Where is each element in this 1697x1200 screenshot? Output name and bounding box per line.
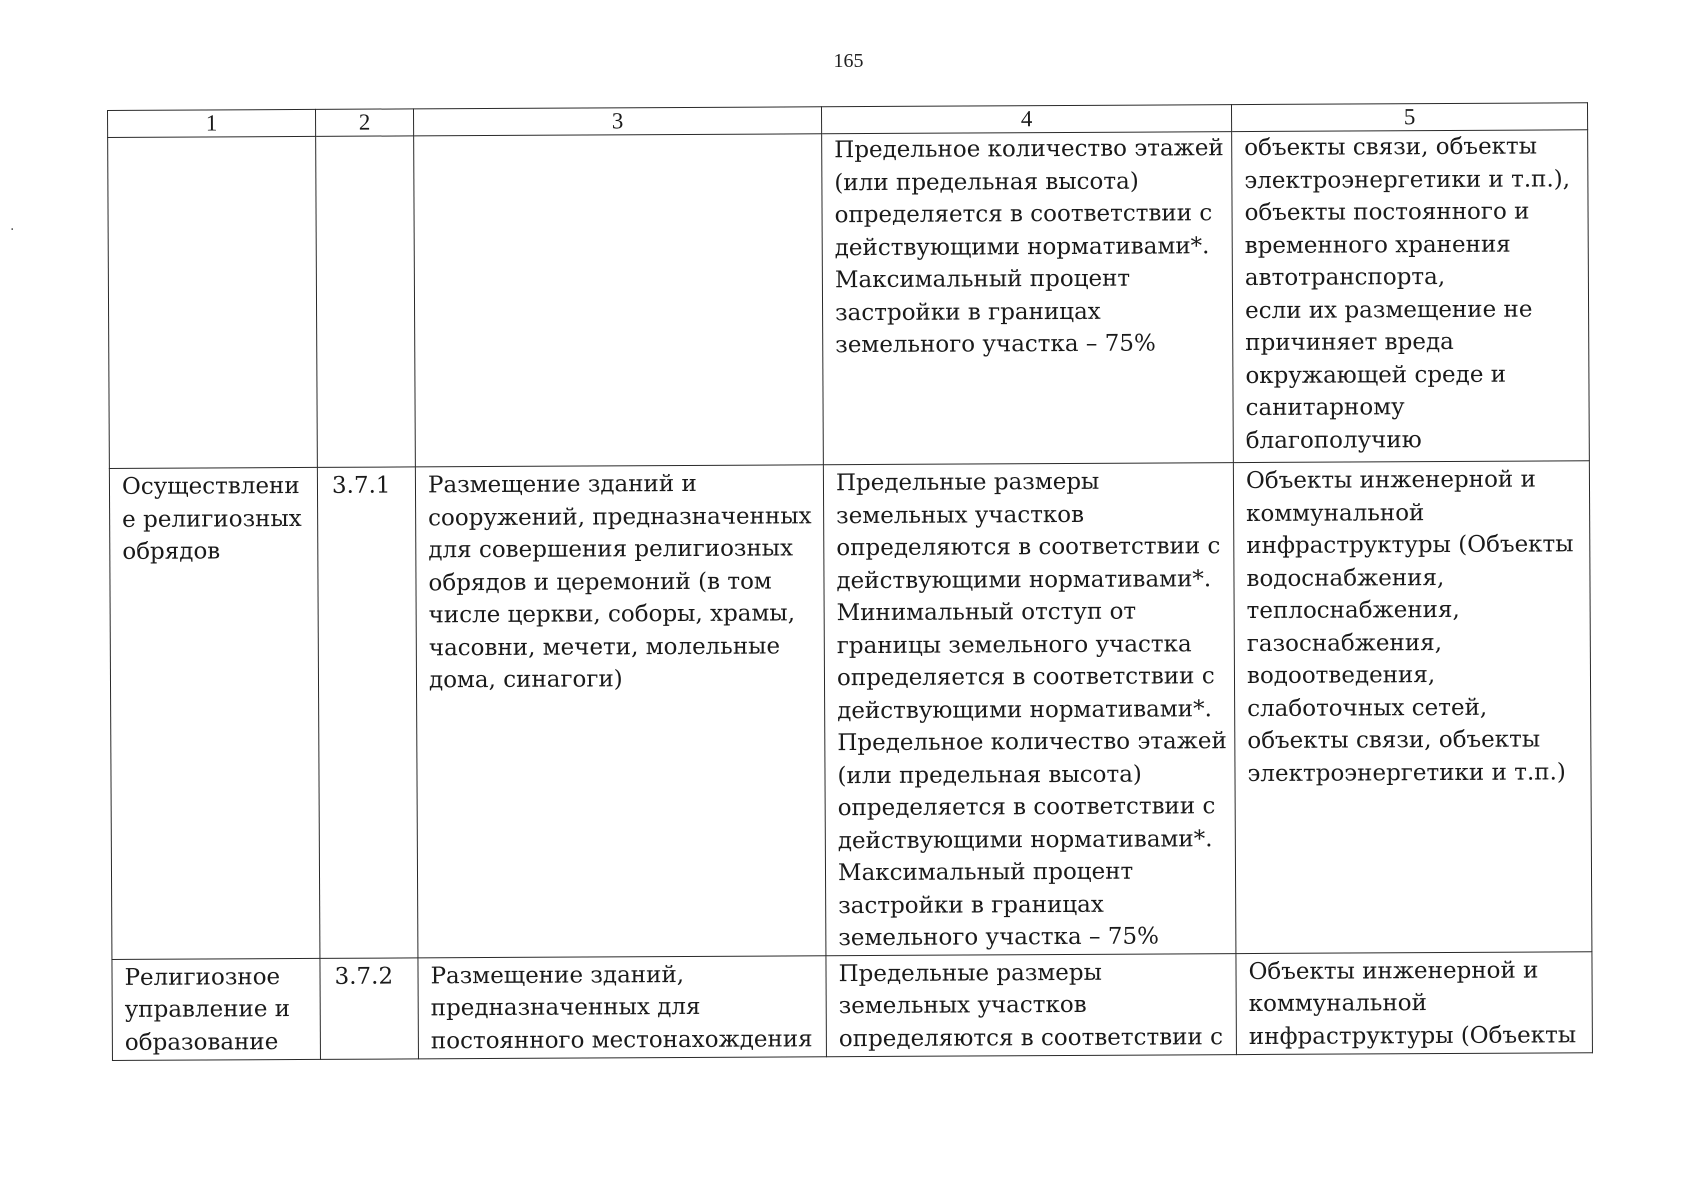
table-row	[109, 461, 1592, 959]
cell-line: для совершения религиозных	[428, 535, 794, 564]
description-cell	[414, 134, 824, 467]
zoning-table-container	[107, 102, 1592, 1060]
cell-line: электроэнергетики и т.п.)	[1247, 758, 1566, 787]
cell-line: Предельное количество этажей	[837, 728, 1227, 757]
cell-line: коммунальной	[1248, 990, 1427, 1018]
use-type-cell	[108, 136, 318, 468]
cell-line: Размещение зданий,	[430, 961, 685, 989]
column-header: 4	[821, 105, 1231, 134]
auxiliary-cell	[1233, 461, 1592, 953]
cell-line: земельного участка – 75%	[838, 923, 1159, 952]
cell-line: земельных участков	[836, 501, 1085, 529]
cell-line: дома, синагоги)	[428, 666, 623, 694]
cell-line: окружающей среде и	[1245, 361, 1507, 389]
cell-line: часовни, мечети, молельные	[428, 632, 781, 661]
cell-line: Предельные размеры	[835, 468, 1100, 497]
table-row	[108, 130, 1590, 469]
code-cell: 3.7.2	[320, 957, 419, 1059]
cell-line: Осуществлени	[121, 472, 300, 500]
cell-line: определяются в соответствии с	[838, 1023, 1224, 1052]
cell-line: обрядов и церемоний (в том	[428, 568, 772, 596]
cell-line: коммунальной	[1246, 499, 1425, 527]
cell-line: Максимальный процент	[834, 265, 1131, 294]
column-header: 2	[315, 109, 413, 137]
cell-line: Объекты инженерной и	[1245, 466, 1536, 495]
cell-line: автотранспорта,	[1244, 263, 1446, 292]
column-header: 1	[108, 109, 316, 137]
cell-line: е религиозных	[122, 505, 302, 533]
cell-line: управление и	[124, 996, 291, 1023]
cell-line: объекты связи, объекты	[1244, 133, 1538, 162]
description-cell	[418, 955, 827, 1058]
column-header: 3	[413, 107, 821, 136]
cell-line: границы земельного участка	[836, 630, 1192, 659]
cell-line: причиняет вреда	[1245, 328, 1454, 357]
cell-line: действующими нормативами*.	[834, 232, 1210, 261]
cell-line: водоснабжения,	[1246, 564, 1445, 592]
cell-line: определяются в соответствии с	[836, 533, 1221, 562]
cell-line: Религиозное	[124, 963, 281, 991]
cell-line: газоснабжения,	[1246, 629, 1443, 657]
page-number: 165	[833, 50, 864, 72]
column-header: 5	[1231, 103, 1587, 132]
cell-line: Предельное количество этажей	[834, 135, 1224, 164]
cell-line: действующими нормативами*.	[837, 825, 1213, 854]
use-type-cell	[109, 467, 320, 959]
cell-line: числе церкви, соборы, храмы,	[428, 600, 796, 629]
cell-line: постоянного местонахождения	[430, 1025, 813, 1054]
cell-line: образование	[124, 1028, 279, 1056]
cell-line: Размещение зданий и	[427, 470, 697, 499]
use-type-cell	[112, 958, 321, 1060]
cell-line: объекты связи, объекты	[1247, 726, 1541, 755]
auxiliary-cell	[1232, 130, 1590, 463]
cell-line: определяется в соответствии с	[836, 663, 1215, 692]
code-cell	[316, 136, 416, 468]
cell-line: инфраструктуры (Объекты	[1248, 1021, 1577, 1050]
cell-line: санитарному	[1245, 394, 1405, 422]
cell-line: земельных участков	[838, 991, 1087, 1020]
cell-line: временного хранения	[1244, 231, 1511, 259]
cell-line: (или предельная высота)	[837, 761, 1142, 789]
cell-line: Максимальный процент	[837, 858, 1134, 887]
cell-line: электроэнергетики и т.п.),	[1244, 165, 1571, 194]
cell-line: (или предельная высота)	[834, 168, 1139, 196]
cell-line: Предельные размеры	[838, 959, 1102, 987]
cell-line: инфраструктуры (Объекты	[1246, 531, 1574, 560]
cell-line: определяется в соответствии с	[837, 793, 1216, 822]
cell-line: земельного участка – 75%	[835, 330, 1156, 359]
cell-line: определяется в соответствии с	[834, 200, 1213, 229]
cell-line: обрядов	[122, 538, 221, 565]
zoning-table	[107, 102, 1593, 1060]
table-row	[112, 951, 1593, 1060]
cell-line: слаботочных сетей,	[1247, 694, 1488, 722]
cell-line: если их размещение не	[1244, 296, 1533, 324]
cell-line: действующими нормативами*.	[836, 565, 1212, 594]
cell-line: водоотведения,	[1246, 662, 1436, 690]
parameters-cell	[822, 132, 1234, 465]
cell-line: Минимальный отступ от	[836, 598, 1137, 627]
parameters-cell	[826, 953, 1237, 1056]
parameters-cell	[823, 463, 1236, 956]
cell-line: теплоснабжения,	[1246, 596, 1460, 625]
cell-line: благополучию	[1245, 426, 1422, 454]
cell-line: застройки в границах	[835, 298, 1101, 326]
cell-line: объекты постоянного и	[1244, 198, 1530, 227]
cell-line: предназначенных для	[430, 993, 701, 1022]
cell-line: застройки в границах	[838, 891, 1104, 919]
description-cell	[415, 465, 826, 958]
cell-line: Объекты инженерной и	[1248, 957, 1539, 985]
auxiliary-cell	[1236, 951, 1593, 1054]
code-cell: 3.7.1	[317, 467, 418, 958]
cell-line: действующими нормативами*.	[837, 695, 1212, 724]
cell-line: сооружений, предназначенных	[428, 502, 812, 531]
scan-mark: ·	[10, 222, 15, 238]
